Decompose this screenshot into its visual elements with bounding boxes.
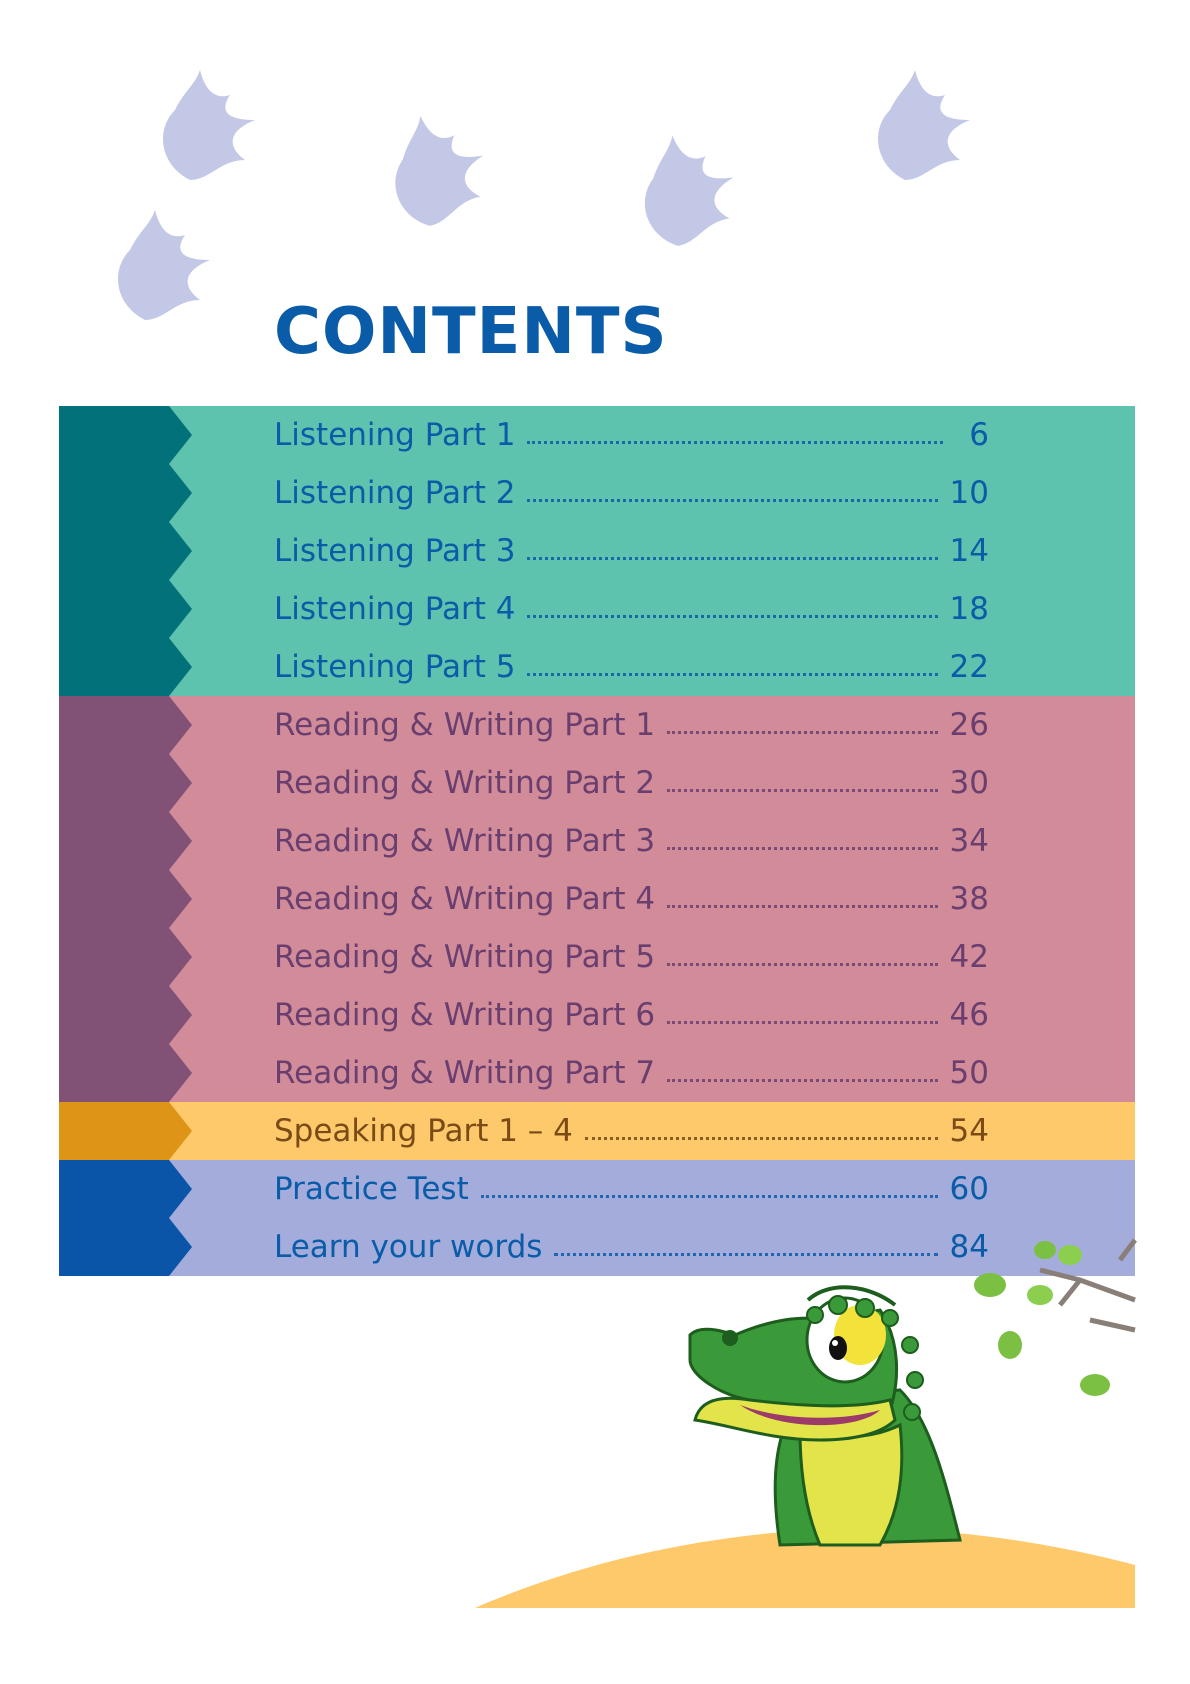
toc-page-number: 18 [949,591,989,627]
toc-label: Reading & Writing Part 7 [274,1055,656,1091]
toc-label: Reading & Writing Part 1 [274,707,656,743]
toc-page-number: 42 [949,939,989,975]
toc-label: Listening Part 5 [274,649,516,685]
toc-label: Learn your words [274,1229,543,1265]
toc-page-number: 54 [949,1113,989,1149]
toc-label: Practice Test [274,1171,469,1207]
toc-page-number: 38 [949,881,989,917]
toc-page-number: 46 [949,997,989,1033]
toc-page-number: 60 [949,1171,989,1207]
toc-label: Reading & Writing Part 3 [274,823,656,859]
toc-page-number: 6 [969,417,989,453]
toc-label: Listening Part 4 [274,591,516,627]
toc-page-number: 34 [949,823,989,859]
toc-page-number: 84 [949,1229,989,1265]
toc-page-number: 22 [949,649,989,685]
toc-page-number: 14 [949,533,989,569]
toc-page-number: 10 [949,475,989,511]
toc-page-number: 50 [949,1055,989,1091]
toc-page-number: 26 [949,707,989,743]
toc-label: Listening Part 2 [274,475,516,511]
crocodile-illustration [690,1287,960,1545]
toc-label: Reading & Writing Part 4 [274,881,656,917]
toc-label: Reading & Writing Part 2 [274,765,656,801]
toc-label: Listening Part 3 [274,533,516,569]
toc-label: Speaking Part 1 – 4 [274,1113,573,1149]
page-title: CONTENTS [274,295,668,369]
toc-label: Reading & Writing Part 6 [274,997,656,1033]
leafy-branch-illustration [974,1240,1135,1396]
toc-label: Reading & Writing Part 5 [274,939,656,975]
toc-label: Listening Part 1 [274,417,516,453]
toc-page-number: 30 [949,765,989,801]
